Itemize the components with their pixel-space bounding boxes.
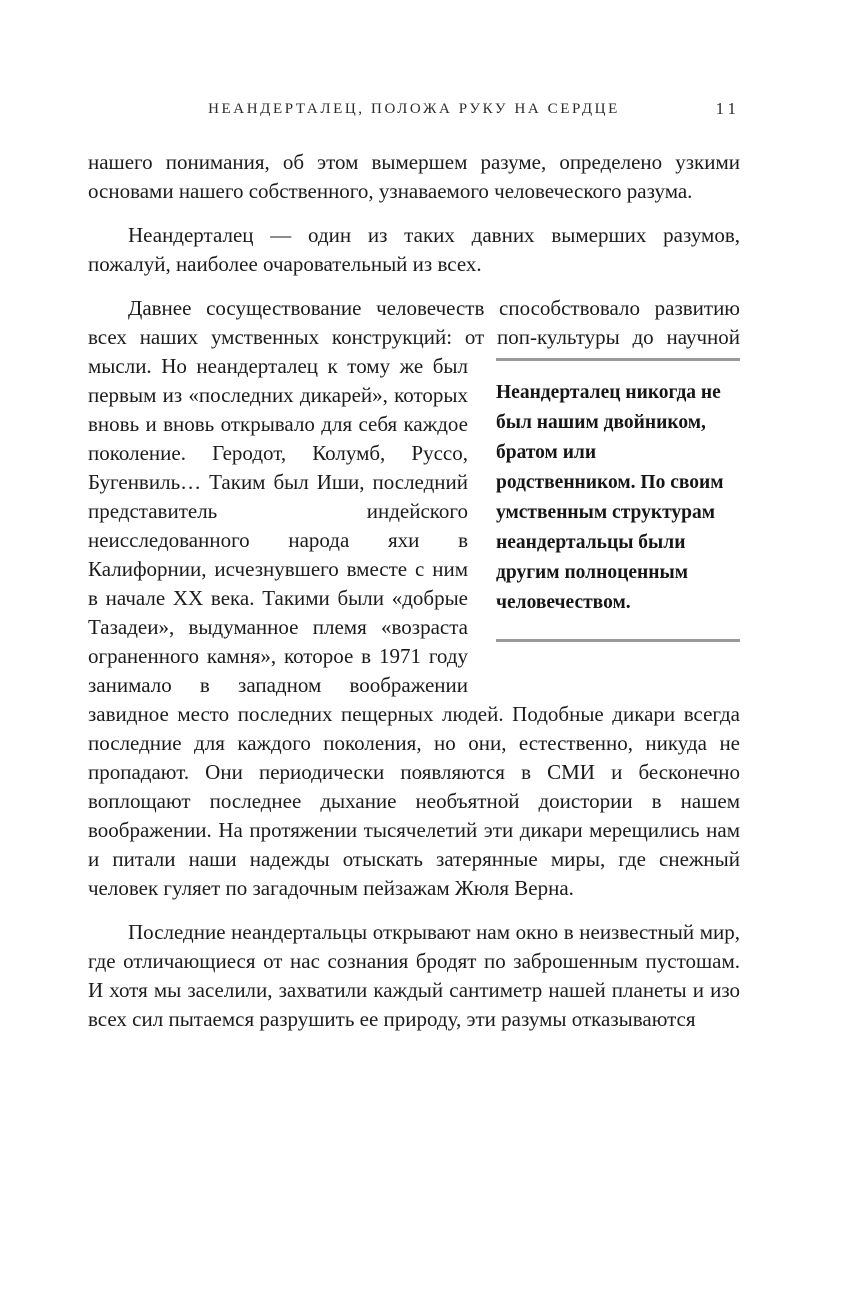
text-block bbox=[88, 148, 740, 1034]
page-number: 11 bbox=[715, 99, 740, 118]
running-header-title: НЕАНДЕРТАЛЕЦ, ПОЛОЖА РУКУ НА СЕРДЦЕ bbox=[208, 101, 620, 117]
paragraph-1: нашего понимания, об этом вымершем разуме, определено узкими основами нашего собственного, узнаваемого человеческого разума. bbox=[88, 150, 740, 203]
paragraph-4: Последние неандертальцы открывают нам окно в неизвестный мир, где отличающиеся от нас сознания бродят по заброшенным пустошам. И хотя мы заселили, захватили каждый сантиметр нашей планеты и изо всех сил пытаемся разрушить ее природу, эти разумы отказываются bbox=[88, 920, 740, 1031]
running-header bbox=[88, 100, 740, 126]
pull-quote bbox=[496, 358, 740, 642]
pull-quote-text: Неандерталец никогда не был нашим двойником, братом или родственником. По своим умственным структурам неандертальцы были другим полноценным человечеством. bbox=[496, 382, 724, 613]
paragraph-3-part2: же был первым из «последних дикарей», которых вновь и вновь открывало для себя каждое поколение. Геродот, Колумб, Руссо, Бугенвиль… Таким был Иши, последний представитель индейского неисследованного народа яхи в Калифорнии, исчезнувшего вместе с ним в начале XX века. Такими были «добрые Тазадеи», выдуманное племя «возраста ограненного камня», которое в 1971 году занимало в западном воображении завидное место последних пещерных людей. Подобные дикари всегда последние для каждого поколения, но они, естественно, никуда не пропадают. Они периодически появляются в СМИ и бесконечно воплощают последнее дыхание необъятной доистории в нашем воображении. На протяжении тысячелетий эти дикари мерещились нам и питали наши надежды отыскать затерянные миры, где снежный человек гуляет по загадочным пейзажам Жюля Верна. bbox=[88, 354, 740, 900]
paragraph-3-part1: Давнее сосуществование человечеств способствовало развитию всех наших умственных конструкций: от поп-культуры до научной мысли. Но неандерталец к тому bbox=[88, 296, 740, 378]
paragraph-2: Неандерталец — один из таких давних вымерших разумов, пожалуй, наиболее очаровательный из всех. bbox=[88, 223, 740, 276]
paragraph-3 bbox=[88, 294, 740, 903]
